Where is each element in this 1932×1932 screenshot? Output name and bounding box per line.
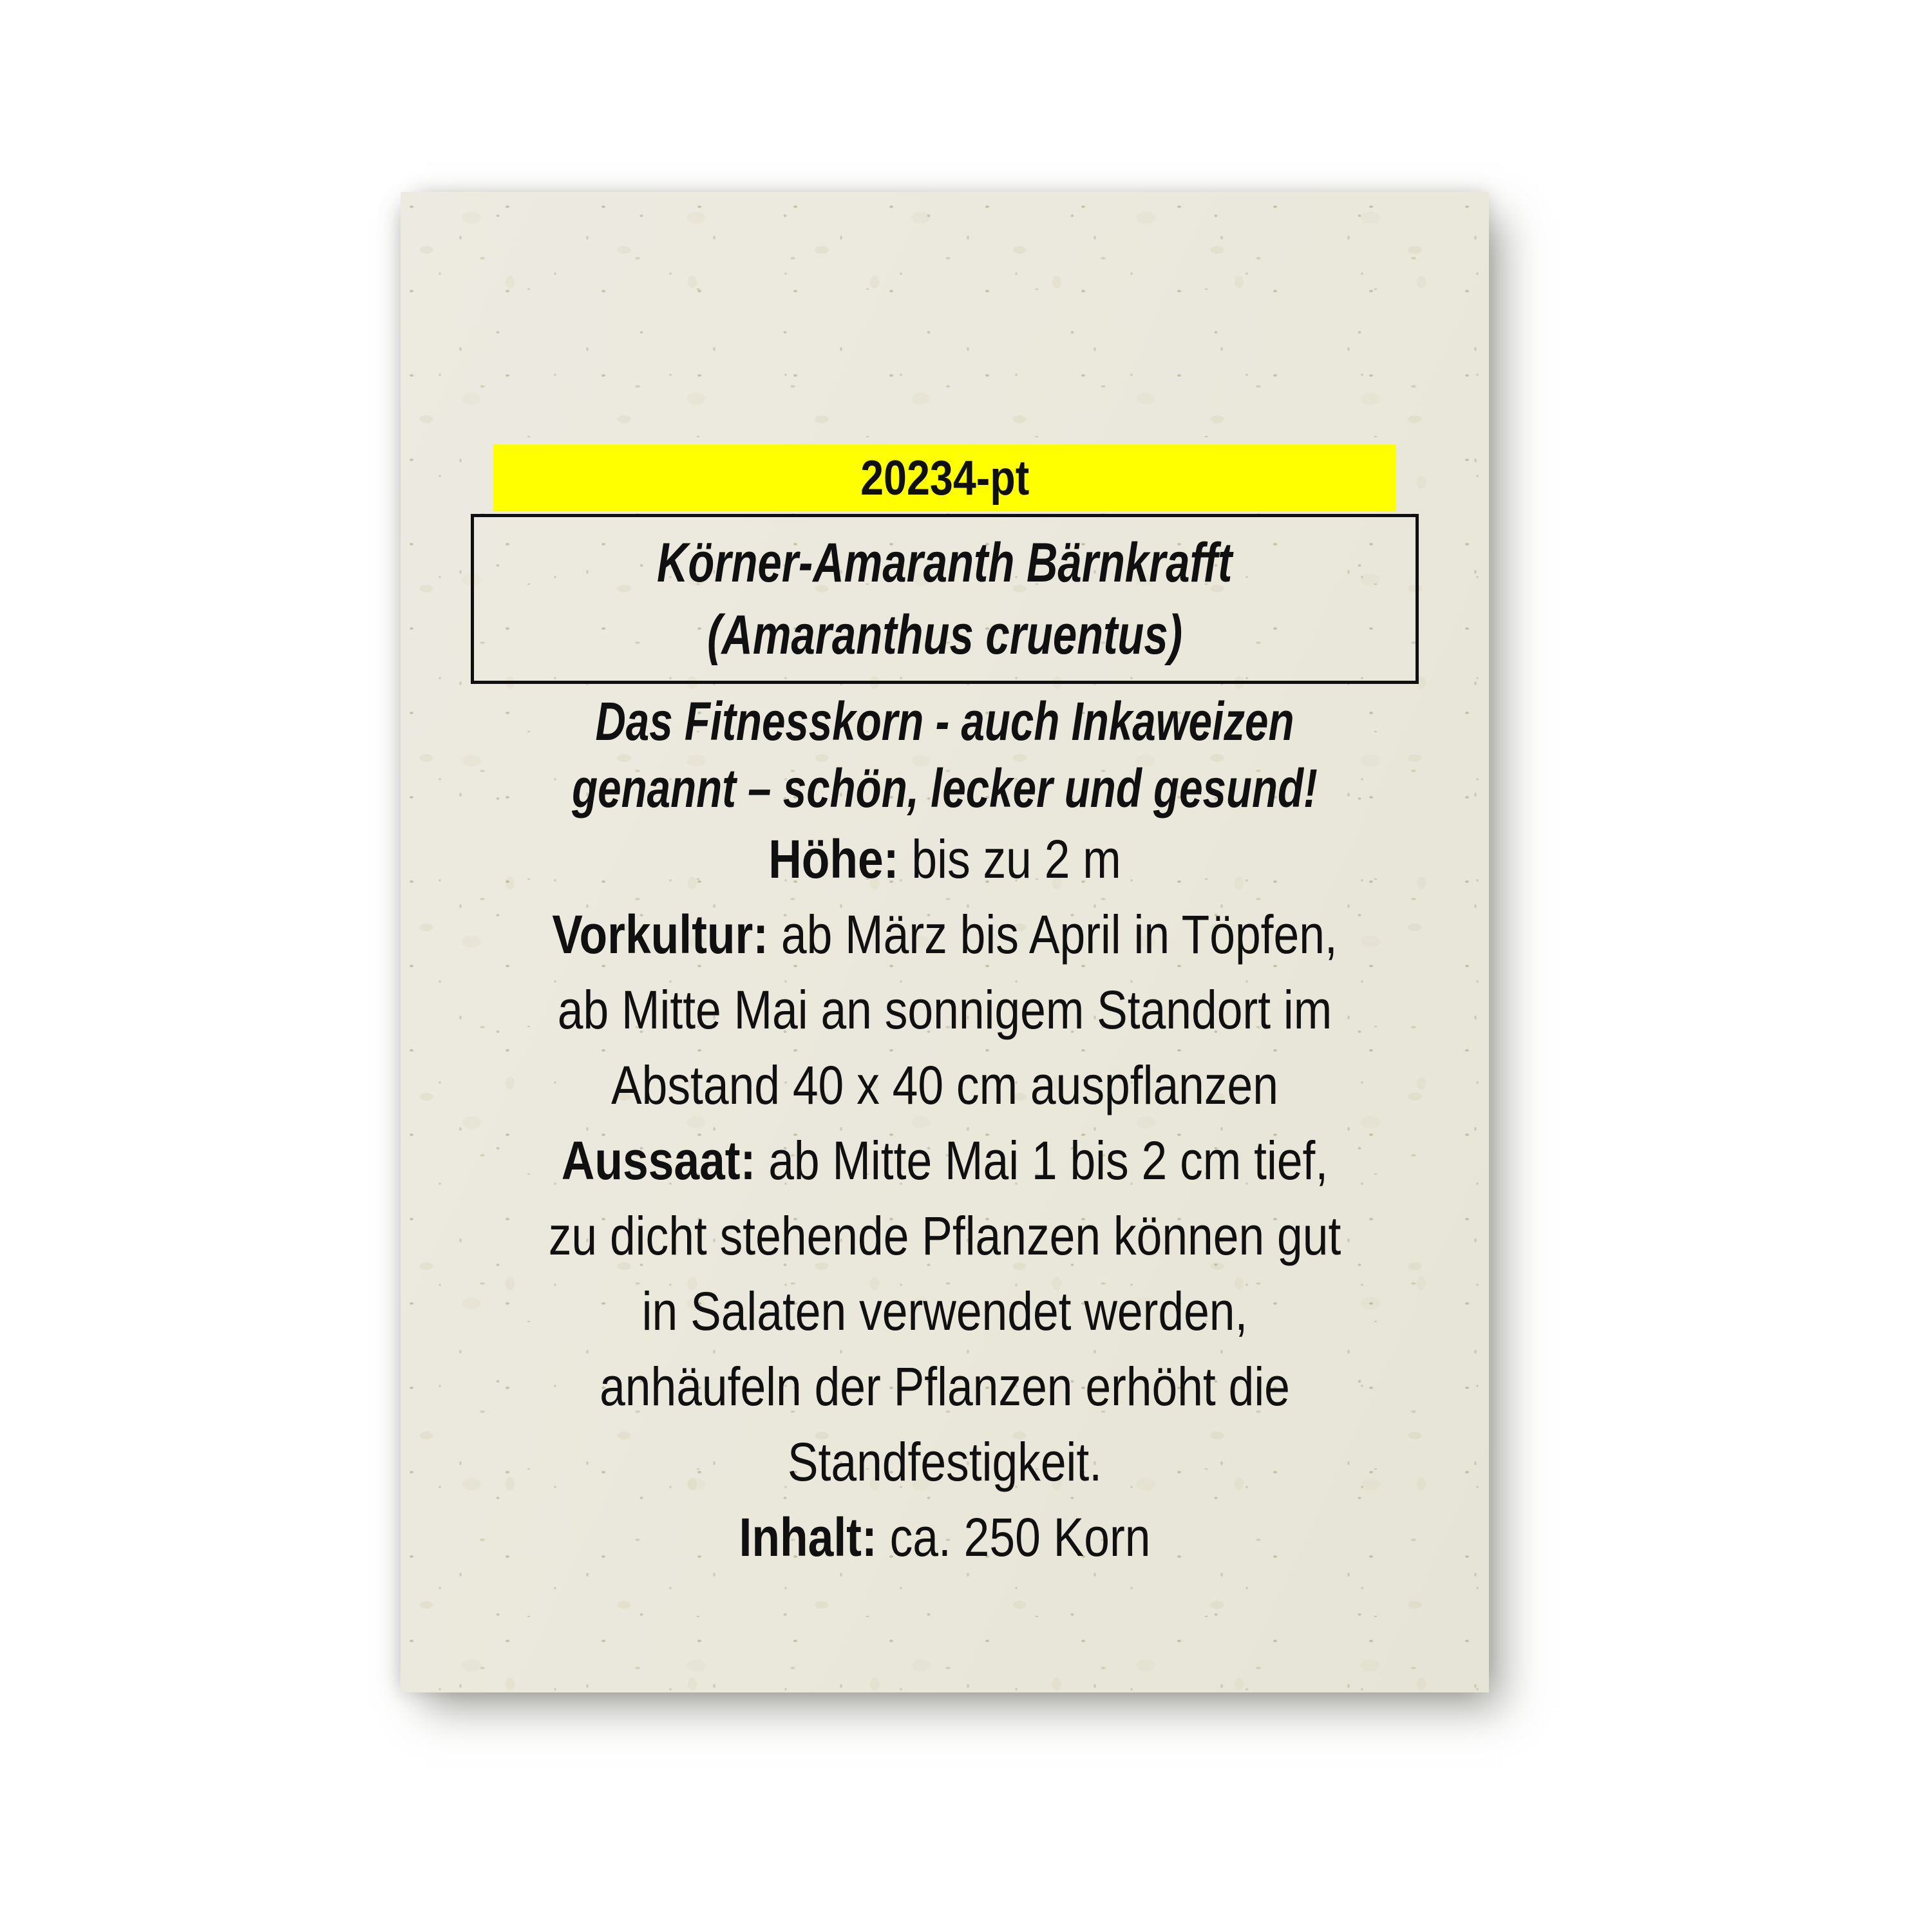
sowing-line-2 (482, 1198, 1408, 1274)
tagline-line-2: genannt – schön, lecker und gesund! (572, 758, 1318, 819)
botanical-name: (Amaranthus cruentus) (706, 604, 1182, 666)
variety-name: Körner-Amaranth Bärnkrafft (657, 532, 1233, 594)
height-line (482, 822, 1408, 897)
content-value: ca. 250 Korn (876, 1507, 1151, 1567)
sowing-value: ab Mitte Mai 1 bis 2 cm tief, (755, 1130, 1329, 1191)
preculture-line (482, 897, 1408, 972)
product-code: 20234-pt (860, 450, 1030, 506)
height-label: Höhe: (768, 829, 899, 889)
preculture-line-2 (482, 972, 1408, 1048)
preculture-label: Vorkultur: (552, 904, 769, 965)
content-label: Inhalt: (739, 1507, 877, 1567)
sowing-value-2: zu dicht stehende Pflanzen können gut (548, 1206, 1341, 1266)
content-line (482, 1500, 1408, 1575)
seed-packet (401, 192, 1489, 1692)
preculture-value: ab März bis April in Töpfen, (768, 904, 1338, 965)
variety-title-box (471, 514, 1419, 684)
sowing-value-3: in Salaten verwendet werden, (641, 1281, 1248, 1341)
height-value: bis zu 2 m (898, 829, 1121, 889)
preculture-value-3: Abstand 40 x 40 cm auspflanzen (611, 1055, 1278, 1115)
sowing-line-4 (482, 1349, 1408, 1425)
growing-instructions (401, 822, 1489, 1575)
preculture-value-2: ab Mitte Mai an sonnigem Standort im (557, 980, 1332, 1040)
sowing-line-3 (482, 1274, 1408, 1349)
tagline (401, 688, 1489, 822)
sowing-line (482, 1123, 1408, 1198)
sowing-label: Aussaat: (561, 1130, 756, 1191)
product-code-band (493, 444, 1396, 511)
preculture-line-3 (482, 1048, 1408, 1123)
sowing-value-5: Standfestigkeit. (787, 1432, 1103, 1492)
tagline-line-1: Das Fitnesskorn - auch Inkaweizen (595, 691, 1294, 752)
sowing-value-4: anhäufeln der Pflanzen erhöht die (600, 1356, 1290, 1417)
sowing-line-5 (482, 1425, 1408, 1500)
